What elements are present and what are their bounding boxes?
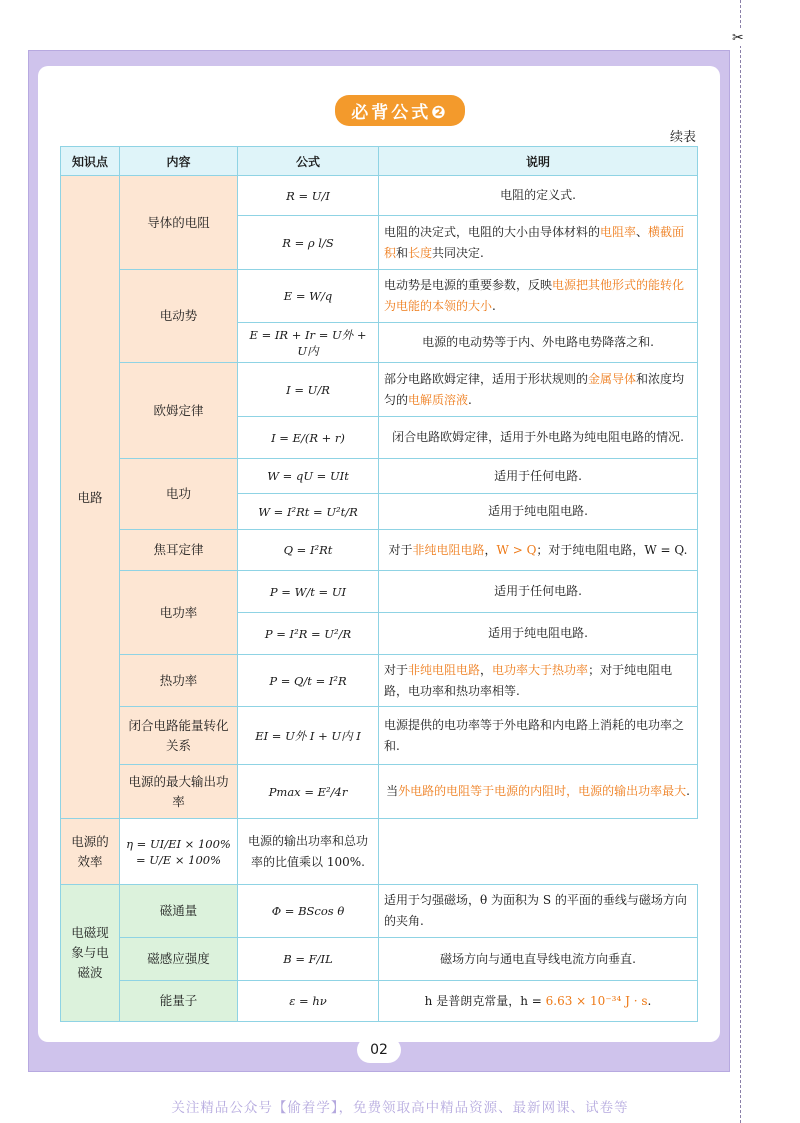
formula-ohm-closed: I = E/(R + r) <box>238 417 379 459</box>
note-field: 磁场方向与通电直导线电流方向垂直. <box>379 938 698 981</box>
note-work-resistive: 适用于纯电阻电路. <box>379 494 698 530</box>
formula-ohm-partial: I = U/R <box>238 363 379 417</box>
topic-quantum: 能量子 <box>120 981 238 1022</box>
topic-flux: 磁通量 <box>120 885 238 938</box>
topic-max-power: 电源的最大输出功率 <box>120 765 238 819</box>
formula-work-resistive: W = I²Rt = U²t/R <box>238 494 379 530</box>
continued-label: 续表 <box>669 130 696 145</box>
category-electromagnetism: 电磁现象与电磁波 <box>61 885 120 1022</box>
note-quantum: h 是普朗克常量，h = 6.63 × 10⁻³⁴ J · s. <box>379 981 698 1022</box>
category-circuit: 电路 <box>61 176 120 819</box>
table-row <box>61 765 698 819</box>
topic-efficiency: 电源的效率 <box>61 819 120 885</box>
page-title: 必背公式❷ <box>335 95 464 126</box>
table-row <box>61 571 698 613</box>
note-resistance-definition: 电阻的定义式. <box>379 176 698 216</box>
formula-flux: Φ = BScos θ <box>238 885 379 938</box>
formula-work-general: W = qU = UIt <box>238 459 379 494</box>
note-ohm-partial: 部分电路欧姆定律，适用于形状规则的金属导体和浓度均匀的电解质溶液. <box>379 363 698 417</box>
note-emf-sum: 电源的电动势等于内、外电路电势降落之和. <box>379 323 698 363</box>
title-banner <box>0 95 800 126</box>
formula-table <box>60 146 698 1022</box>
table-row <box>61 707 698 765</box>
note-max-power: 当外电路的电阻等于电源的内阻时，电源的输出功率最大. <box>379 765 698 819</box>
formula-power-resistive: P = I²R = U²/R <box>238 613 379 655</box>
note-power-resistive: 适用于纯电阻电路. <box>379 613 698 655</box>
table-row <box>61 459 698 494</box>
formula-resistance-definition: R = U/I <box>238 176 379 216</box>
header-explanation: 说明 <box>379 147 698 176</box>
footer-promo: 关注精品公众号【偷着学】，免费领取高中精品资源、最新网课、试卷等 <box>171 1100 629 1116</box>
table-row <box>61 981 698 1022</box>
topic-resistance: 导体的电阻 <box>120 176 238 270</box>
note-heat-power: 对于非纯电阻电路，电功率大于热功率；对于纯电阻电路，电功率和热功率相等. <box>379 655 698 707</box>
formula-power-general: P = W/t = UI <box>238 571 379 613</box>
topic-work: 电功 <box>120 459 238 530</box>
table-header-row <box>61 147 698 176</box>
formula-heat-power: P = Q/t = I²R <box>238 655 379 707</box>
formula-emf-sum: E = IR + Ir = U外 + U内 <box>238 323 379 363</box>
note-emf-definition: 电动势是电源的重要参数，反映电源把其他形式的能转化为电能的本领的大小. <box>379 270 698 323</box>
formula-emf-definition: E = W/q <box>238 270 379 323</box>
topic-power: 电功率 <box>120 571 238 655</box>
note-work-general: 适用于任何电路. <box>379 459 698 494</box>
formula-joule: Q = I²Rt <box>238 530 379 571</box>
cut-line <box>740 0 741 1123</box>
header-content: 内容 <box>120 147 238 176</box>
formula-max-power: Pmax = E²/4r <box>238 765 379 819</box>
topic-ohm: 欧姆定律 <box>120 363 238 459</box>
formula-field: B = F/IL <box>238 938 379 981</box>
formula-quantum: ε = hν <box>238 981 379 1022</box>
page-number: 02 <box>357 1037 401 1063</box>
formula-energy-conversion: EI = U外 I + U内 I <box>238 707 379 765</box>
table-row <box>61 530 698 571</box>
formula-resistance-law: R = ρ l/S <box>238 216 379 270</box>
topic-field: 磁感应强度 <box>120 938 238 981</box>
topic-energy-conversion: 闭合电路能量转化关系 <box>120 707 238 765</box>
table-row <box>61 938 698 981</box>
note-flux: 适用于匀强磁场，θ 为面积为 S 的平面的垂线与磁场方向的夹角. <box>379 885 698 938</box>
table-row <box>61 655 698 707</box>
table-row <box>61 885 698 938</box>
note-ohm-closed: 闭合电路欧姆定律，适用于外电路为纯电阻电路的情况. <box>379 417 698 459</box>
header-knowledge-point: 知识点 <box>61 147 120 176</box>
table-row <box>61 176 698 216</box>
note-joule: 对于非纯电阻电路，W > Q；对于纯电阻电路，W = Q. <box>379 530 698 571</box>
formula-efficiency: η = UI/EI × 100% = U/E × 100% <box>120 819 238 885</box>
topic-heat-power: 热功率 <box>120 655 238 707</box>
scissors-icon: ✂ <box>732 30 744 46</box>
table-row <box>61 363 698 417</box>
table-row <box>61 819 698 885</box>
table-row <box>61 270 698 323</box>
topic-emf: 电动势 <box>120 270 238 363</box>
note-power-general: 适用于任何电路. <box>379 571 698 613</box>
note-resistance-law: 电阻的决定式，电阻的大小由导体材料的电阻率、横截面积和长度共同决定. <box>379 216 698 270</box>
header-formula: 公式 <box>238 147 379 176</box>
note-energy-conversion: 电源提供的电功率等于外电路和内电路上消耗的电功率之和. <box>379 707 698 765</box>
topic-joule: 焦耳定律 <box>120 530 238 571</box>
note-efficiency: 电源的输出功率和总功率的比值乘以 100%. <box>238 819 379 885</box>
